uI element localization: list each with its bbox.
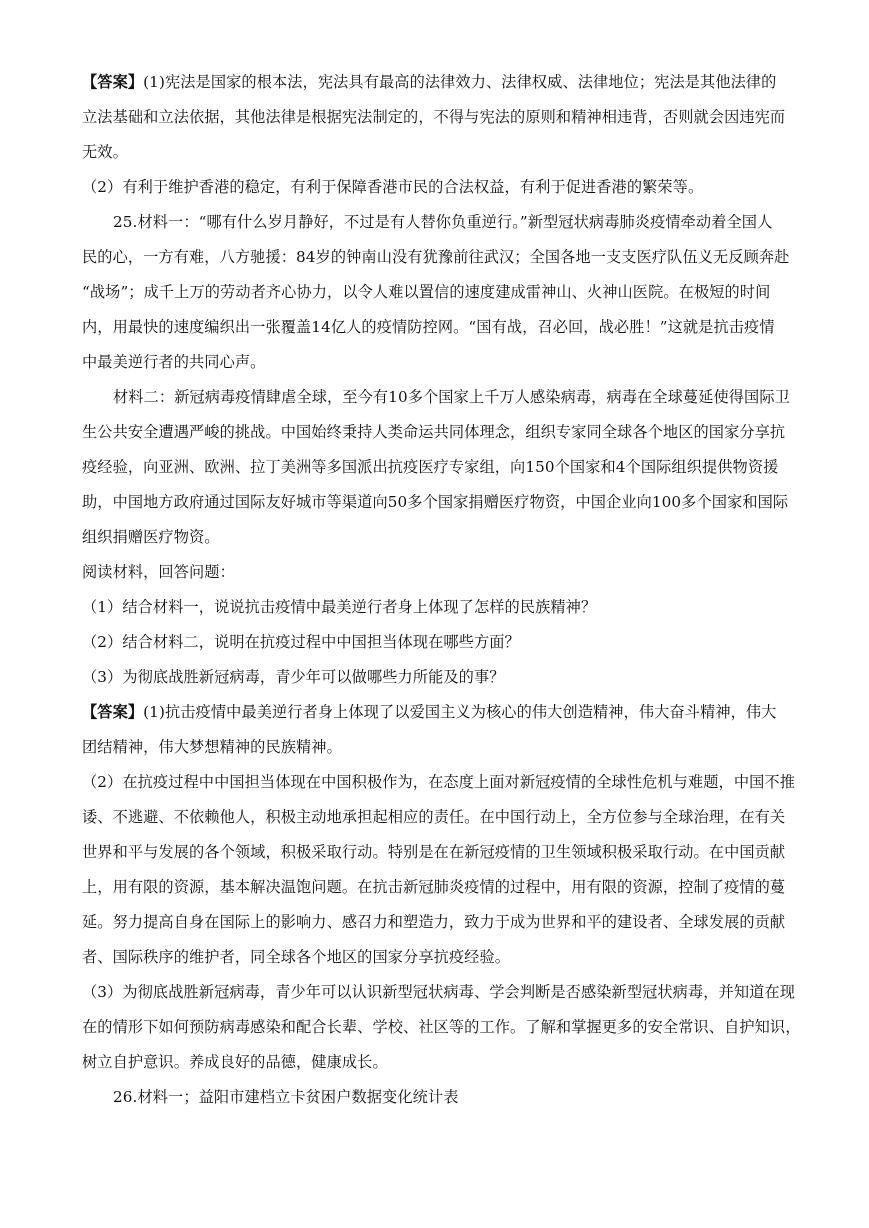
- q24-answer-line-4: （2）有利于维护香港的稳定，有利于保障香港市民的合法权益，有利于促进香港的繁荣等。: [82, 178, 704, 196]
- q25-answer-3-line-3: 树立自护意识。养成良好的品德，健康成长。: [82, 1053, 388, 1071]
- q25-material-2-line-3: 疫经验，向亚洲、欧洲、拉丁美洲等多国派出抗疫医疗专家组，向150个国家和4个国际组织提供物资援: [82, 458, 779, 476]
- q25-material-2-line-1: 材料二：新冠病毒疫情肆虐全球，至今有10多个国家上千万人感染病毒，病毒在全球蔓延使得国际卫: [113, 388, 790, 406]
- answer-text: (1)宪法是国家的根本法，宪法具有最高的法律效力、法律权威、法律地位；宪法是其他法律的: [143, 73, 777, 91]
- q25-material-2-line-5: 组织捐赠医疗物资。: [82, 528, 220, 546]
- q26-material-1-title: 26.材料一；益阳市建档立卡贫困户数据变化统计表: [113, 1088, 459, 1106]
- q25-answer-1-line-2: 团结精神，伟大梦想精神的民族精神。: [82, 738, 342, 756]
- q25-answer-1-line-1: [82, 702, 776, 722]
- q25-answer-2-line-1: （2）在抗疫过程中中国担当体现在中国积极作为，在态度上面对新冠疫情的全球性危机与难题，中国不推: [82, 773, 795, 791]
- q25-answer-2-line-3: 世界和平与发展的各个领域，积极采取行动。特别是在在新冠疫情的卫生领域积极采取行动。在中国贡献: [82, 843, 786, 861]
- q25-question-2: （2）结合材料二，说明在抗疫过程中中国担当体现在哪些方面？: [82, 633, 520, 651]
- q25-material-2-line-4: 助，中国地方政府通过国际友好城市等渠道向50多个国家捐赠医疗物资，中国企业向100多个国家和国际: [82, 493, 789, 511]
- q25-material-2-line-2: 生公共安全遭遇严峻的挑战。中国始终秉持人类命运共同体理念，组织专家同全球各个地区的国家分享抗: [82, 423, 786, 441]
- q25-answer-2-line-2: 诿、不逃避、不依赖他人，积极主动地承担起相应的责任。在中国行动上，全方位参与全球治理，在有关: [82, 808, 786, 826]
- answer-tag: 【答案】: [82, 703, 144, 721]
- q25-prompt: 阅读材料，回答问题：: [82, 563, 235, 581]
- q24-answer-line-2: 立法基础和立法依据，其他法律是根据宪法制定的，不得与宪法的原则和精神相违背，否则就会因违宪而: [82, 108, 786, 126]
- q24-answer-line-1: [82, 72, 776, 92]
- q25-material-1-line-1: 25.材料一：“哪有什么岁月静好，不过是有人替你负重逆行。”新型冠状病毒肺炎疫情牵动着全国人: [113, 213, 773, 231]
- q25-answer-2-line-5: 延。努力提高自身在国际上的影响力、感召力和塑造力，致力于成为世界和平的建设者、全球发展的贡献: [82, 913, 786, 931]
- q25-question-1: （1）结合材料一，说说抗击疫情中最美逆行者身上体现了怎样的民族精神？: [82, 598, 597, 616]
- q25-material-1-line-5: 中最美逆行者的共同心声。: [82, 353, 266, 371]
- q25-material-1-line-4: 内，用最快的速度编织出一张覆盖14亿人的疫情防控网。“国有战，召必回，战必胜！”这就是抗击疫情: [82, 318, 775, 336]
- q25-question-3: （3）为彻底战胜新冠病毒，青少年可以做哪些力所能及的事？: [82, 668, 505, 686]
- q25-answer-2-line-4: 上，用有限的资源，基本解决温饱问题。在抗击新冠肺炎疫情的过程中，用有限的资源，控制了疫情的蔓: [82, 878, 786, 896]
- q25-answer-3-line-1: （3）为彻底战胜新冠病毒，青少年可以认识新型冠状病毒、学会判断是否感染新型冠状病毒，并知道在现: [82, 983, 795, 1001]
- q25-material-1-line-2: 民的心，一方有难，八方驰援：84岁的钟南山没有犹豫前往武汉；全国各地一支支医疗队伍义无反顾奔赴: [82, 248, 790, 266]
- answer-text: (1)抗击疫情中最美逆行者身上体现了以爱国主义为核心的伟大创造精神，伟大奋斗精神，伟大: [143, 703, 777, 721]
- q24-answer-line-3: 无效。: [82, 143, 128, 161]
- answer-tag: 【答案】: [82, 73, 144, 91]
- q25-answer-2-line-6: 者、国际秩序的维护者，同全球各个地区的国家分享抗疫经验。: [82, 948, 511, 966]
- q25-answer-3-line-2: 在的情形下如何预防病毒感染和配合长辈、学校、社区等的工作。了解和掌握更多的安全常识、自护知识，: [82, 1018, 801, 1036]
- q25-material-1-line-3: “战场”；成千上万的劳动者齐心协力，以令人难以置信的速度建成雷神山、火神山医院。在极短的时间: [82, 283, 771, 301]
